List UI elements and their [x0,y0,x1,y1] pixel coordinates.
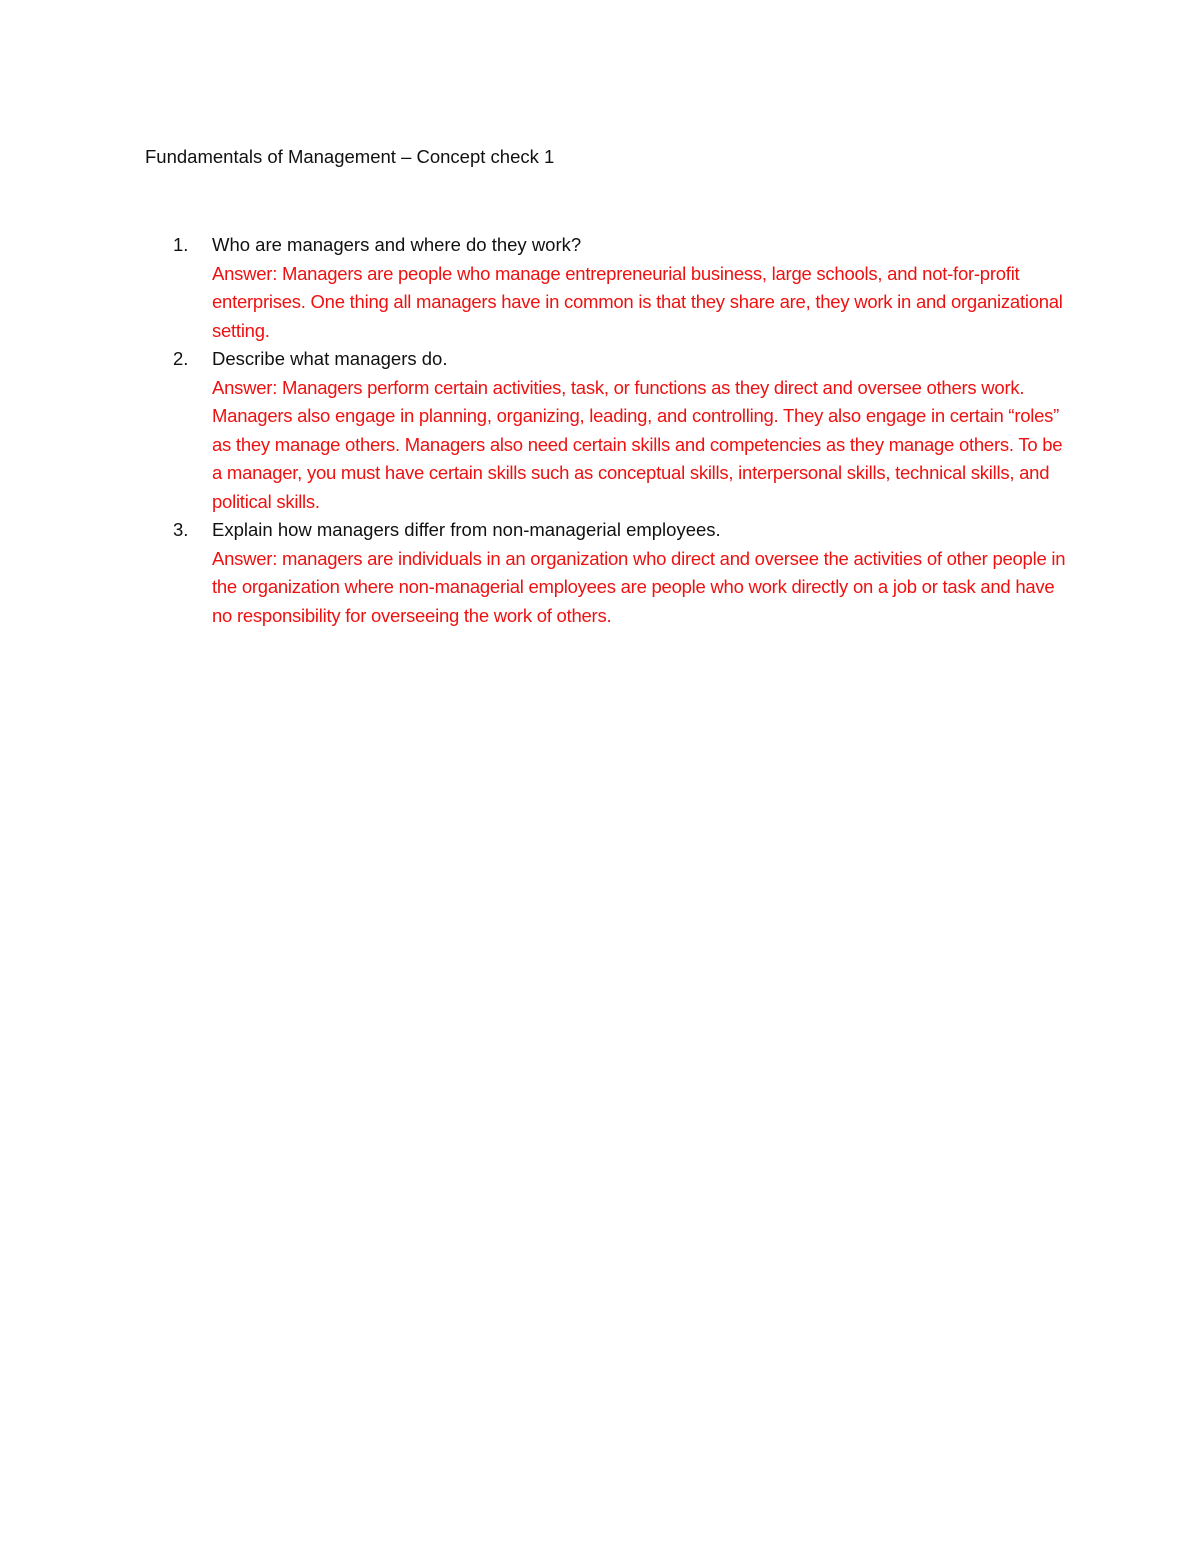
question-number: 1. [173,234,189,255]
question-item-2 [145,345,1070,516]
document-title: Fundamentals of Management – Concept check 1 [145,146,555,167]
question-item-3 [145,516,1070,630]
answer-text: Answer: Managers are people who manage entrepreneurial business, large schools, and not-for-profit enterprises. One thing all managers have in common is that they share are, they work in and organizational setting. [212,262,1063,341]
question-number: 2. [173,348,189,369]
answer-text: Answer: managers are individuals in an organization who direct and oversee the activities of other people in the organization where non-managerial employees are people who work directly on a job or task and have no responsibility for overseeing the work of others. [212,547,1066,626]
question-item-1 [145,231,1070,345]
question-list [145,231,1070,630]
question-text: Describe what managers do. [212,348,448,369]
question-text: Explain how managers differ from non-managerial employees. [212,519,721,540]
question-text: Who are managers and where do they work? [212,234,582,255]
question-number: 3. [173,519,189,540]
answer-text: Answer: Managers perform certain activities, task, or functions as they direct and oversee others work. Managers also engage in planning, organizing, leading, and controlling. They also engage in certain “roles” as they manage others. Managers also need certain skills and competencies as they manage others. To be a manager, you must have certain skills such as conceptual skills, interpersonal skills, technical skills, and political skills. [212,376,1063,512]
